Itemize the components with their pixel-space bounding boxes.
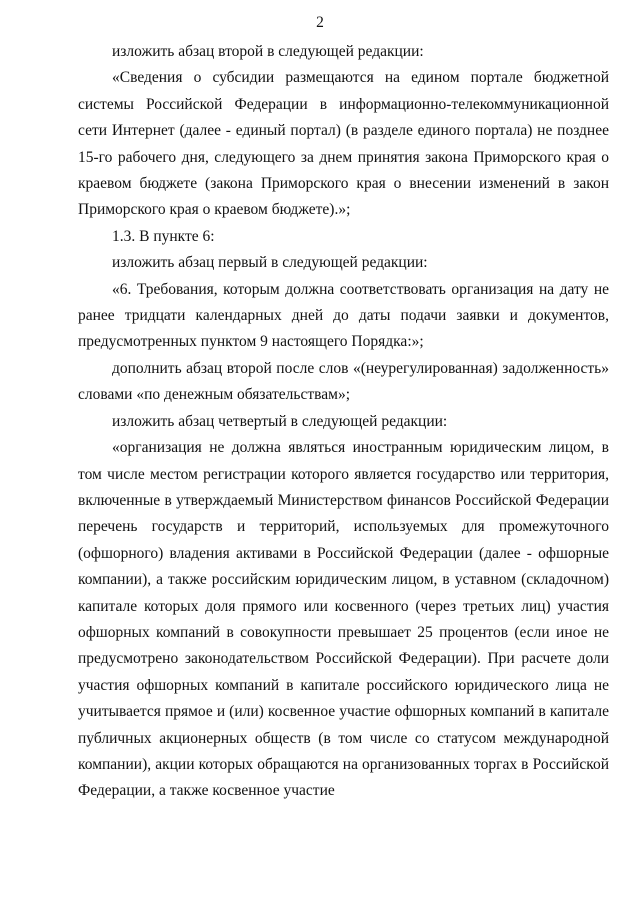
- document-body: [78, 39, 609, 805]
- paragraph-1: изложить абзац второй в следующей редакции:: [112, 43, 424, 60]
- paragraph-3: 1.3. В пункте 6:: [112, 227, 215, 245]
- paragraph-6: дополнить абзац второй после слов «(неурегулированная) задолженность» словами «по денежным обязательствам»;: [78, 359, 609, 404]
- paragraph-8: «организация не должна являться иностранным юридическим лицом, в том числе местом регистрации которого является государство или территория, включенные в утверждаемый Министерством финансов Российской Федерации перечень государств и территорий, используемых для промежуточного (офшорного) владения активами в Российской Федерации (далее - офшорные компании), а также российским юридическим лицом, в уставном (складочном) капитале которых доля прямого или косвенного (через третьих лиц) участия офшорных компаний в совокупности превышает 25 процентов (если иное не предусмотрено законодательством Российской Федерации). При расчете доли участия офшорных компаний в капитале российского юридического лица не учитывается прямое и (или) косвенное участие офшорных компаний в капитале публичных акционерных обществ (в том числе со статусом международной компании), акции которых обращаются на организованных торгах в Российской Федерации, а также косвенное участие: [78, 439, 609, 800]
- page-number: 2: [316, 14, 324, 31]
- paragraph-7: изложить абзац четвертый в следующей редакции:: [112, 412, 448, 430]
- paragraph-4: изложить абзац первый в следующей редакции:: [112, 254, 428, 272]
- paragraph-2: «Сведения о субсидии размещаются на едином портале бюджетной системы Российской Федерации в информационно-телекоммуникационной сети Интернет (далее - единый портал) (в разделе единого портала) не позднее 15-го рабочего дня, следующего за днем принятия закона Приморского края о краевом бюджете (закона Приморского края о внесении изменений в закон Приморского края о краевом бюджете).»;: [78, 69, 609, 219]
- paragraph-5: «6. Требования, которым должна соответствовать организация на дату не ранее тридцати календарных дней до даты подачи заявки и документов, предусмотренных пунктом 9 настоящего Порядка:»;: [78, 280, 609, 351]
